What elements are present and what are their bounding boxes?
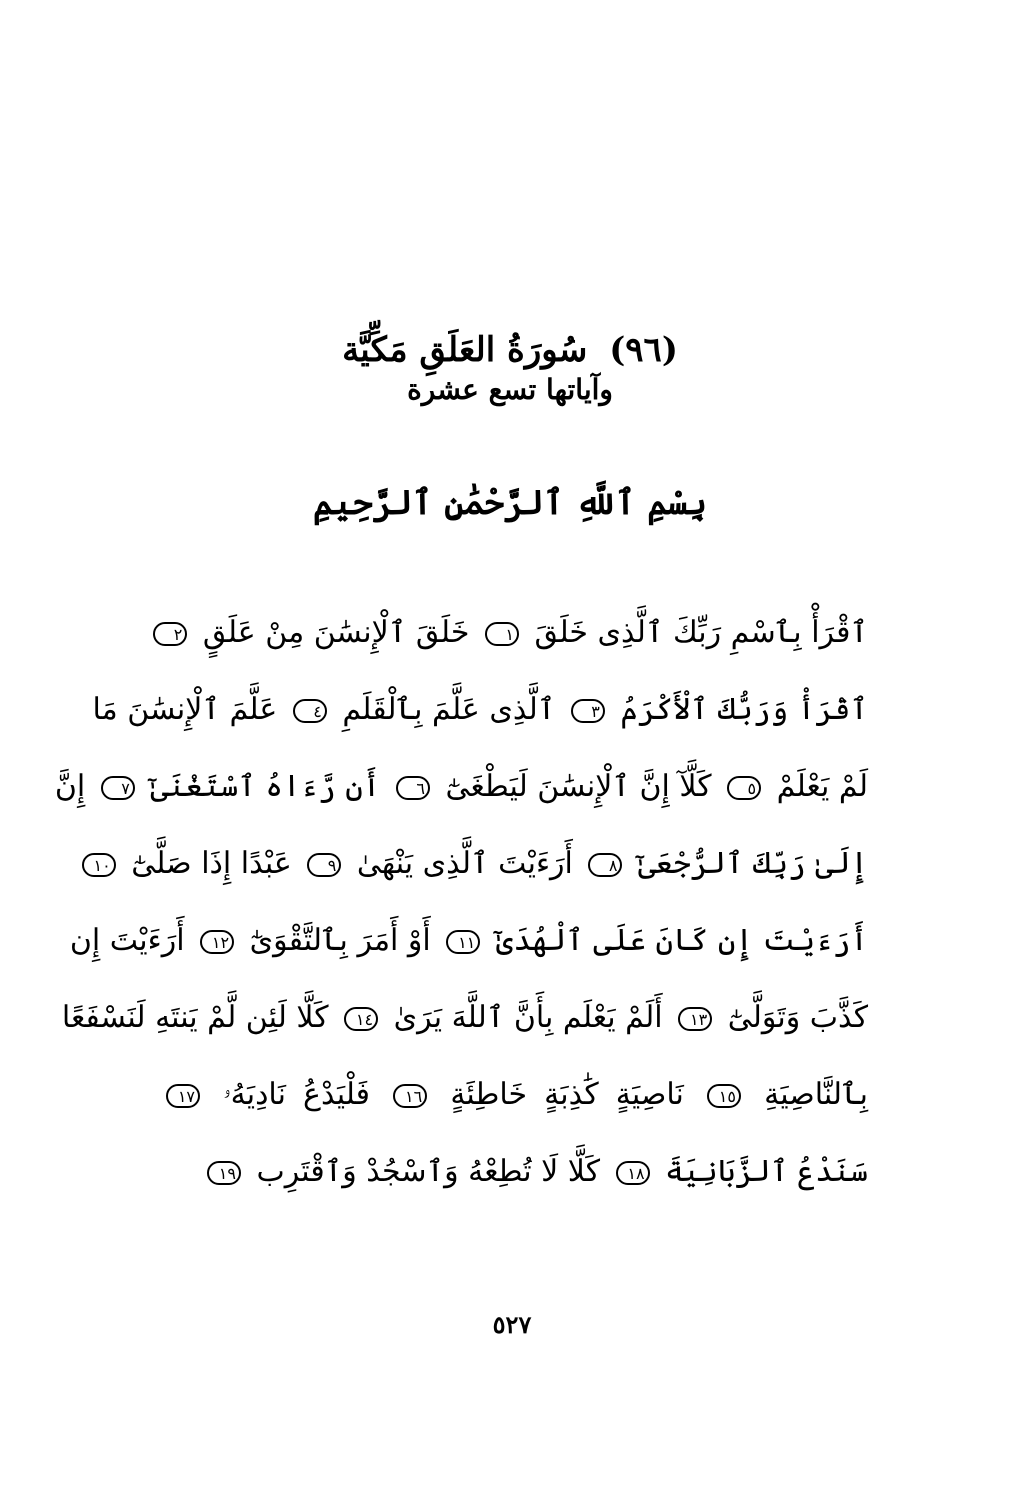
ayah-number-marker: ١٥: [707, 1084, 741, 1108]
surah-title-line: [320, 328, 700, 372]
surah-number: (٩٦): [609, 330, 678, 370]
verse-text: إِنَّ: [54, 769, 86, 804]
ayah-number-marker: ١٩: [207, 1161, 241, 1185]
ayah-number-marker: ١٤: [344, 1007, 378, 1031]
verse-text: إِلَىٰ رَبِّكَ ٱلرُّجْعَىٰٓ: [637, 846, 868, 881]
verse-text: كَلَّا لَئِن لَّمْ يَنتَهِ لَنَسْفَعًا: [61, 1000, 329, 1035]
surah-header: [320, 328, 700, 408]
verse-text: ٱقْرَأْ بِٱسْمِ رَبِّكَ ٱلَّذِى خَلَقَ: [534, 615, 868, 650]
verse-text: كَلَّآ إِنَّ ٱلْإِنسَٰنَ لَيَطْغَىٰٓ: [445, 769, 712, 804]
verses-block: [54, 600, 868, 1216]
verse-text: خَلَقَ ٱلْإِنسَٰنَ مِنْ عَلَقٍ: [202, 615, 470, 650]
ayah-number-marker: ١٠: [82, 853, 116, 877]
ayah-number-marker: ١: [485, 622, 519, 646]
page-number: ٥٢٧: [492, 1310, 532, 1339]
verse-line: [61, 985, 868, 1062]
verse-text: أَوْ أَمَرَ بِٱلتَّقْوَىٰٓ: [249, 923, 431, 958]
verse-line: [160, 1139, 868, 1216]
verse-text: أَلَمْ يَعْلَم بِأَنَّ ٱللَّهَ يَرَىٰ: [393, 1000, 663, 1035]
verse-text: عَبْدًا إِذَا صَلَّىٰٓ: [131, 846, 292, 881]
verse-text: ٱلَّذِى عَلَّمَ بِٱلْقَلَمِ: [342, 692, 556, 727]
ayah-number-marker: ٣: [571, 699, 605, 723]
ayah-number-marker: ١٦: [393, 1084, 427, 1108]
ayah-number-marker: ٦: [396, 776, 430, 800]
ayah-number-marker: ١٨: [616, 1161, 650, 1185]
verse-text: فَلْيَدْعُ نَادِيَهُۥ: [223, 1077, 371, 1112]
verse-text: أَرَءَيْتَ إِن: [69, 923, 185, 958]
ayah-count-text: وآياتها تسع عشرة: [407, 373, 613, 406]
ayah-number-marker: ١٣: [678, 1007, 712, 1031]
verse-text: بِٱلنَّاصِيَةِ: [764, 1077, 868, 1112]
surah-title: سُورَةُ العَلَقِ مَكِّيَّة: [342, 330, 588, 370]
ayah-number-marker: ١٧: [166, 1084, 200, 1108]
verse-text: كَذَّبَ وَتَوَلَّىٰٓ: [727, 1000, 868, 1035]
verse-text: لَمْ يَعْلَمْ: [776, 769, 868, 804]
verse-text: أَن رَّءَاهُ ٱسْتَغْنَىٰٓ: [150, 769, 381, 804]
verse-text: ٱقْرَأْ وَرَبُّكَ ٱلْأَكْرَمُ: [620, 692, 868, 727]
ayah-number-marker: ٨: [588, 853, 622, 877]
verse-text: نَاصِيَةٍ كَٰذِبَةٍ خَاطِئَةٍ: [450, 1077, 684, 1112]
verse-line: [92, 677, 868, 754]
verse-text: سَنَدْعُ ٱلزَّبَانِيَةَ: [665, 1154, 868, 1189]
ayah-number-marker: ٥: [727, 776, 761, 800]
ayah-number-marker: ٧: [101, 776, 135, 800]
verse-line: [69, 908, 868, 985]
ayah-number-marker: ٩: [307, 853, 341, 877]
verse-line: [54, 754, 868, 831]
verse-text: عَلَّمَ ٱلْإِنسَٰنَ مَا: [92, 692, 278, 727]
ayah-number-marker: ١١: [446, 930, 480, 954]
verse-text: أَرَءَيْتَ إِن كَانَ عَلَى ٱلْهُدَىٰٓ: [495, 923, 868, 958]
verse-line: [93, 831, 868, 908]
verse-line: [160, 1062, 868, 1139]
ayah-number-marker: ٤: [293, 699, 327, 723]
verse-line: [160, 600, 868, 677]
ayah-number-marker: ١٢: [200, 930, 234, 954]
verse-text: أَرَءَيْتَ ٱلَّذِى يَنْهَىٰ: [356, 846, 573, 881]
basmala: بِسْمِ ٱللَّهِ ٱلرَّحْمَٰنِ ٱلرَّحِيمِ: [312, 483, 708, 523]
verse-text: كَلَّا لَا تُطِعْهُ وَٱسْجُدْ وَٱقْتَرِب: [256, 1154, 600, 1189]
ayah-number-marker: ٢: [153, 622, 187, 646]
